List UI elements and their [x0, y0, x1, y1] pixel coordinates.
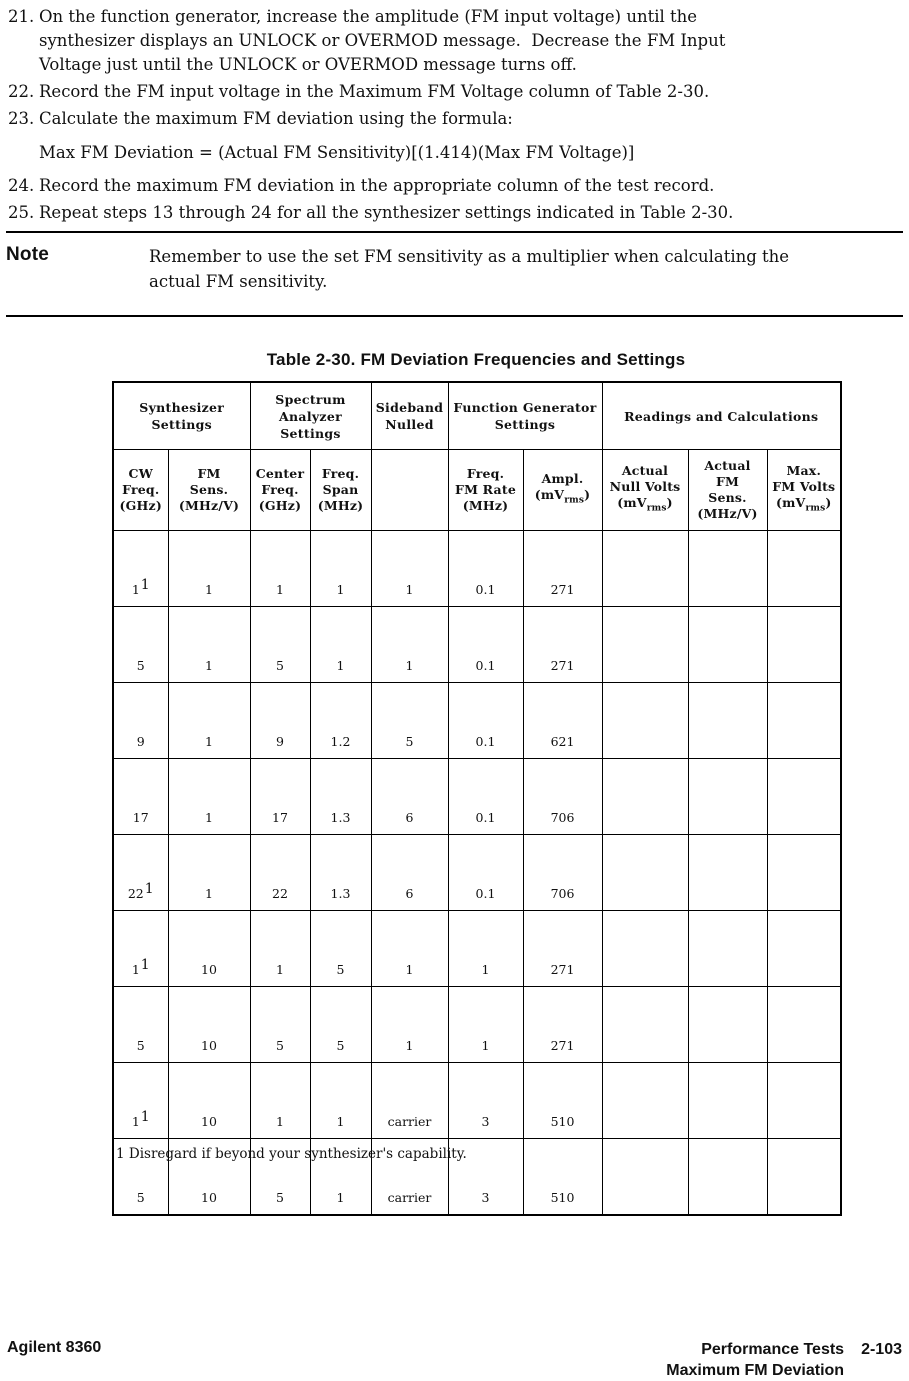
- step-number: 24.: [8, 176, 35, 195]
- step-text: [39, 5, 725, 77]
- col-header-cell: Actual FM Sens. (MHz/V): [688, 450, 767, 531]
- table-cell: 22$^1$: [113, 835, 168, 911]
- col-header-cell: Center Freq. (GHz): [250, 450, 310, 531]
- table-row: [113, 987, 841, 1063]
- note-line: Remember to use the set FM sensitivity as a multiplier when calculating the: [149, 247, 790, 266]
- table-cell: [767, 759, 841, 835]
- footer-product-name: Agilent 8360: [7, 1339, 102, 1356]
- note-line: actual FM sensitivity.: [149, 272, 328, 291]
- table-cell: [767, 531, 841, 607]
- table-cell: 1.3: [310, 835, 371, 911]
- step-25: [8, 201, 901, 225]
- note-text: [149, 244, 789, 315]
- step-23: [8, 107, 901, 131]
- table-row: [113, 607, 841, 683]
- table-cell: [767, 683, 841, 759]
- table-cell: 5: [310, 911, 371, 987]
- step-line: synthesizer displays an UNLOCK or OVERMOD message. Decrease the FM Input: [39, 31, 726, 50]
- table-cell: 1: [448, 987, 523, 1063]
- table-cell: 1: [250, 531, 310, 607]
- footnote-marker: 1: [140, 957, 150, 973]
- step-text: [39, 80, 709, 104]
- table-cell: [688, 987, 767, 1063]
- table-cell: 1: [168, 835, 250, 911]
- table-row: [113, 835, 841, 911]
- table-cell: [767, 911, 841, 987]
- table-cell: [602, 987, 688, 1063]
- table-cell: [688, 759, 767, 835]
- procedure-steps: [8, 5, 901, 228]
- table-cell: 621: [523, 683, 602, 759]
- table-row: [113, 531, 841, 607]
- table-cell: 3: [448, 1063, 523, 1139]
- table-cell: 9: [113, 683, 168, 759]
- max-fm-deviation-formula: Max FM Deviation = (Actual FM Sensitivity)[(1.414)(Max FM Voltage)]: [39, 143, 635, 162]
- table-cell: 1: [250, 911, 310, 987]
- table-cell: 1$^1$: [113, 911, 168, 987]
- table-cell: 5: [113, 1139, 168, 1216]
- table-title: Table 2-30. FM Deviation Frequencies and Settings: [266, 350, 686, 369]
- table-cell: [602, 911, 688, 987]
- footer-section: Performance Tests: [701, 1341, 845, 1358]
- table-cell: [688, 683, 767, 759]
- col-header-cell: Ampl. $(mV_{rms})$: [523, 450, 602, 531]
- table-cell: 0.1: [448, 607, 523, 683]
- table-cell: carrier: [371, 1063, 448, 1139]
- table-cell: 9: [250, 683, 310, 759]
- footnote-marker: 1: [140, 577, 150, 593]
- col-header-cell: FM Sens. (MHz/V): [168, 450, 250, 531]
- table-cell: 1: [310, 531, 371, 607]
- table-cell: [602, 835, 688, 911]
- step-line: On the function generator, increase the amplitude (FM input voltage) until the: [39, 7, 698, 26]
- table-cell: 5: [310, 987, 371, 1063]
- table-cell: [767, 835, 841, 911]
- footer-subsection: Maximum FM Deviation: [666, 1362, 845, 1379]
- table-cell: [688, 531, 767, 607]
- table-cell: 10: [168, 1139, 250, 1216]
- step-line: Calculate the maximum FM deviation using the formula:: [39, 109, 513, 128]
- table-body: [113, 531, 841, 1216]
- table-row: [113, 1063, 841, 1139]
- table-cell: 6: [371, 835, 448, 911]
- table-cell: 1: [310, 1139, 371, 1216]
- table-cell: 1.3: [310, 759, 371, 835]
- note-label: Note: [6, 244, 50, 265]
- step-line: Record the maximum FM deviation in the appropriate column of the test record.: [39, 176, 715, 195]
- table-cell: 1: [448, 911, 523, 987]
- footer-page-number: 2-103: [861, 1341, 902, 1358]
- table-cell: 17: [113, 759, 168, 835]
- step-number: 21.: [8, 7, 35, 26]
- table-cell: [688, 1139, 767, 1216]
- table-cell: [767, 987, 841, 1063]
- step-22: [8, 80, 901, 104]
- step-number: 25.: [8, 203, 35, 222]
- table-row: [113, 683, 841, 759]
- table-cell: 1$^1$: [113, 1063, 168, 1139]
- table-cell: [767, 1139, 841, 1216]
- table-cell: 1: [168, 607, 250, 683]
- step-number: 22.: [8, 82, 35, 101]
- col-header-cell: Freq. FM Rate (MHz): [448, 450, 523, 531]
- table-cell: 706: [523, 835, 602, 911]
- table-cell: 10: [168, 1063, 250, 1139]
- table-cell: 6: [371, 759, 448, 835]
- footnote-marker: 1: [144, 881, 154, 897]
- step-line: Record the FM input voltage in the Maximum FM Voltage column of Table 2-30.: [39, 82, 710, 101]
- table-row: [113, 911, 841, 987]
- table-cell: 0.1: [448, 683, 523, 759]
- table-cell: 1: [371, 987, 448, 1063]
- col-header-cell: Max. FM Volts $(mV_{rms})$: [767, 450, 841, 531]
- table-cell: 706: [523, 759, 602, 835]
- group-header-cell: Sideband Nulled: [371, 382, 448, 450]
- note-callout: [6, 231, 903, 317]
- table-cell: [688, 835, 767, 911]
- table-cell: 1$^1$: [113, 531, 168, 607]
- table-cell: [602, 1139, 688, 1216]
- step-number: 23.: [8, 109, 35, 128]
- table-cell: [767, 607, 841, 683]
- group-header-row: [113, 382, 841, 450]
- table-cell: 1: [168, 531, 250, 607]
- table-cell: 0.1: [448, 531, 523, 607]
- table-cell: 3: [448, 1139, 523, 1216]
- step-24: [8, 174, 901, 198]
- table-cell: 1: [371, 911, 448, 987]
- table-cell: 1: [250, 1063, 310, 1139]
- step-text: [39, 201, 733, 225]
- table-cell: 17: [250, 759, 310, 835]
- table-cell: 1: [168, 683, 250, 759]
- table-cell: [767, 1063, 841, 1139]
- col-header-cell: Actual Null Volts $(mV_{rms})$: [602, 450, 688, 531]
- table-cell: 5: [250, 607, 310, 683]
- table-cell: [602, 1063, 688, 1139]
- table-cell: 271: [523, 607, 602, 683]
- step-line: Repeat steps 13 through 24 for all the synthesizer settings indicated in Table 2-30.: [39, 203, 734, 222]
- group-header-cell: Spectrum Analyzer Settings: [250, 382, 371, 450]
- group-header-cell: Function Generator Settings: [448, 382, 602, 450]
- col-header-cell: Freq. Span (MHz): [310, 450, 371, 531]
- table-cell: 1: [371, 531, 448, 607]
- table-footnote: 1 Disregard if beyond your synthesizer's capability.: [116, 1146, 467, 1162]
- fm-deviation-table: [112, 381, 842, 1216]
- col-header-row: [113, 450, 841, 531]
- table-cell: 10: [168, 911, 250, 987]
- step-text: [39, 107, 513, 131]
- table-cell: 1: [310, 607, 371, 683]
- table-cell: 1: [310, 1063, 371, 1139]
- footer-right: [666, 1339, 902, 1381]
- footnote-marker: 1: [140, 1109, 150, 1125]
- col-header-cell: CW Freq. (GHz): [113, 450, 168, 531]
- table-cell: [602, 607, 688, 683]
- table-cell: 1.2: [310, 683, 371, 759]
- table-cell: 22: [250, 835, 310, 911]
- table-cell: [602, 531, 688, 607]
- table-cell: 510: [523, 1063, 602, 1139]
- table-cell: 0.1: [448, 759, 523, 835]
- table-cell: 271: [523, 531, 602, 607]
- table-cell: 271: [523, 911, 602, 987]
- step-text: [39, 174, 714, 198]
- table-cell: [602, 759, 688, 835]
- table-cell: 10: [168, 987, 250, 1063]
- table-cell: [688, 911, 767, 987]
- table-cell: 5: [250, 1139, 310, 1216]
- table-row: [113, 759, 841, 835]
- table-cell: 5: [371, 683, 448, 759]
- table-cell: [688, 607, 767, 683]
- table-cell: 0.1: [448, 835, 523, 911]
- table-cell: 5: [113, 607, 168, 683]
- table-cell: 5: [250, 987, 310, 1063]
- step-21: [8, 5, 901, 77]
- table-cell: 1: [371, 607, 448, 683]
- step-line: Voltage just until the UNLOCK or OVERMOD message turns off.: [39, 55, 577, 74]
- table-cell: carrier: [371, 1139, 448, 1216]
- table-cell: 271: [523, 987, 602, 1063]
- col-header-cell: [371, 450, 448, 531]
- table-cell: 1: [168, 759, 250, 835]
- table-cell: 510: [523, 1139, 602, 1216]
- group-header-cell: Synthesizer Settings: [113, 382, 250, 450]
- table-cell: [602, 683, 688, 759]
- group-header-cell: Readings and Calculations: [602, 382, 841, 450]
- table-cell: [688, 1063, 767, 1139]
- table-head: [113, 382, 841, 531]
- table-cell: 5: [113, 987, 168, 1063]
